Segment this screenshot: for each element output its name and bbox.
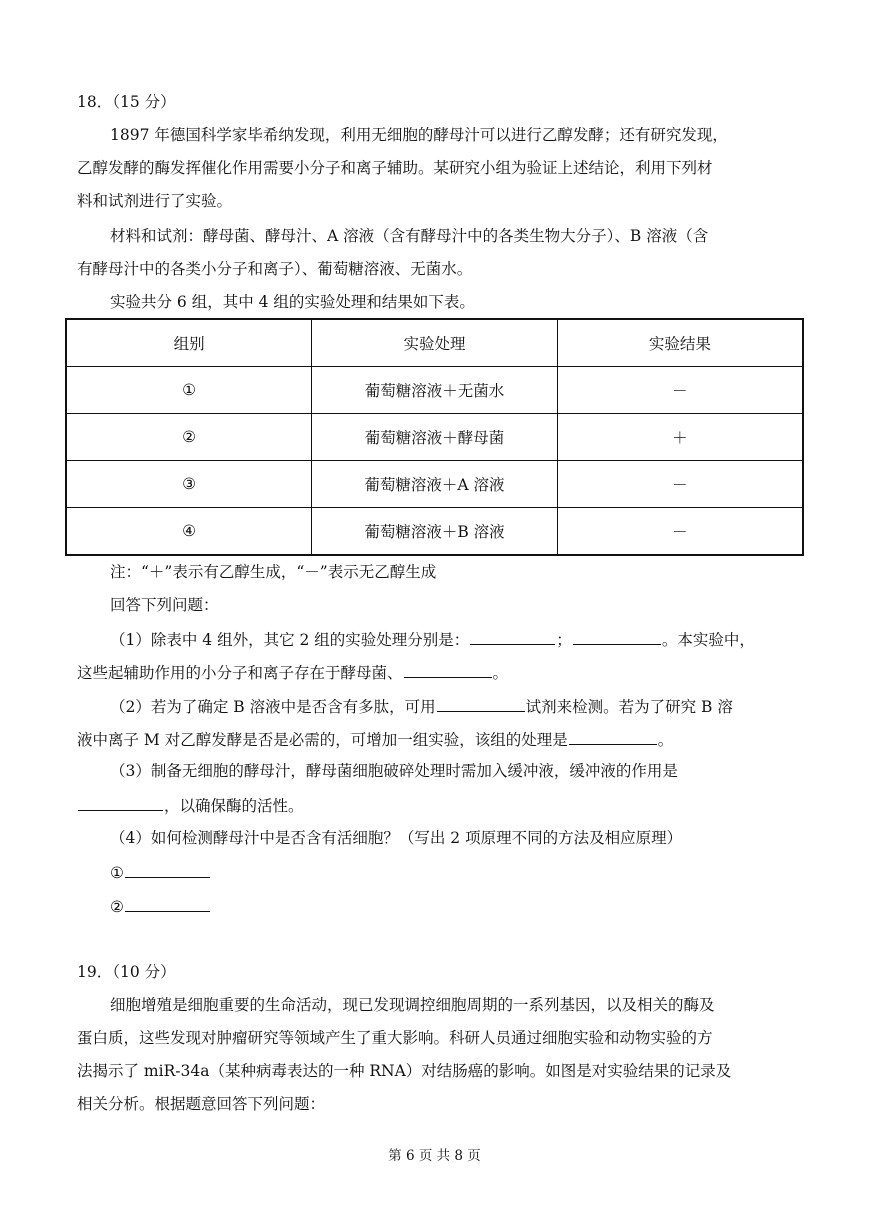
answer-blank[interactable] [569,728,657,745]
table-header-cell: 实验处理 [312,319,558,367]
part-4-line: （4）如何检测酵母汁中是否含有活细胞？（写出 2 项原理不同的方法及相应原理） [110,829,683,847]
part-2-text: 试剂来检测。若为了研究 B 溶 [525,698,733,716]
q18-header: 18．（15 分） [77,93,176,111]
table-cell-treatment: 葡萄糖溶液＋A 溶液 [312,461,558,508]
table-header-cell: 组别 [66,319,312,367]
q18-materials-line-1: 材料和试剂：酵母菌、酵母汁、A 溶液（含有酵母汁中的各类生物大分子）、B 溶液（含 [110,227,709,245]
experiment-table [65,318,804,556]
table-cell-group: ② [66,414,312,461]
table-row [66,414,803,461]
table-cell-result: ＋ [557,414,803,461]
period: 。 [657,731,674,749]
answer-blank[interactable] [125,861,210,878]
table-cell-group: ③ [66,461,312,508]
q19-text-line-4: 相关分析。根据题意回答下列问题： [77,1095,326,1113]
part-1-text: 。本实验中， [661,631,755,649]
table-cell-treatment: 葡萄糖溶液＋B 溶液 [312,508,558,556]
part-1-line-1 [110,628,755,650]
table-cell-treatment: 葡萄糖溶液＋无菌水 [312,367,558,414]
page-footer: 第 6 页 共 8 页 [388,1148,481,1164]
table-cell-treatment: 葡萄糖溶液＋酵母菌 [312,414,558,461]
part-2-line-2 [77,728,673,750]
answer-prompt: 回答下列问题： [110,596,219,614]
answer-blank[interactable] [437,695,525,712]
part-3-line-2 [77,794,304,816]
table-cell-result: － [557,461,803,508]
q19-text-line-1: 细胞增殖是细胞重要的生命活动，现已发现调控细胞周期的一系列基因，以及相关的酶及 [110,996,715,1014]
part-2-text: 液中离子 M 对乙醇发酵是否是必需的，可增加一组实验，该组的处理是 [77,731,568,749]
part-1-line-2 [77,661,508,683]
q18-intro-line-2: 乙醇发酵的酶发挥催化作用需要小分子和离子辅助。某研究小组为验证上述结论，利用下列材 [77,159,713,177]
answer-blank[interactable] [404,661,492,678]
table-cell-result: － [557,508,803,556]
q18-table-intro: 实验共分 6 组，其中 4 组的实验处理和结果如下表。 [110,293,475,311]
part-3-line-1: （3）制备无细胞的酵母汁，酵母菌细胞破碎处理时需加入缓冲液，缓冲液的作用是 [110,762,678,780]
q19-text-line-3: 法揭示了 miR-34a（某种病毒表达的一种 RNA）对结肠癌的影响。如图是对实验结果的记录及 [77,1062,732,1080]
part-2-line-1 [110,695,733,717]
part-4-option-1 [110,861,211,883]
part-1-text: 这些起辅助作用的小分子和离子存在于酵母菌、 [77,664,403,682]
answer-blank[interactable] [573,628,661,645]
option-marker: ① [110,864,124,882]
q18-materials-line-2: 有酵母汁中的各类小分子和离子）、葡萄糖溶液、无菌水。 [77,260,473,278]
part-3-text: ，以确保酶的活性。 [164,797,304,815]
period: 。 [492,664,509,682]
q19-header: 19．（10 分） [77,963,176,981]
table-header-row [66,319,803,367]
separator: ； [556,631,572,649]
table-row [66,367,803,414]
table-note: 注：“＋”表示有乙醇生成，“－”表示无乙醇生成 [110,563,437,581]
table-row [66,508,803,556]
answer-blank[interactable] [125,895,210,912]
part-4-option-2 [110,895,211,917]
option-marker: ② [110,898,124,916]
part-2-text: （2）若为了确定 B 溶液中是否含有多肽，可用 [110,698,436,716]
answer-blank[interactable] [470,628,555,645]
answer-blank[interactable] [78,794,163,811]
table-header-cell: 实验结果 [557,319,803,367]
table-cell-group: ④ [66,508,312,556]
table-row [66,461,803,508]
table-cell-group: ① [66,367,312,414]
table-cell-result: － [557,367,803,414]
part-1-text: （1）除表中 4 组外，其它 2 组的实验处理分别是： [110,631,470,649]
q18-intro-line-1: 1897 年德国科学家毕希纳发现，利用无细胞的酵母汁可以进行乙醇发酵；还有研究发现， [110,126,728,144]
q19-text-line-2: 蛋白质，这些发现对肿瘤研究等领域产生了重大影响。科研人员通过细胞实验和动物实验的方 [77,1029,713,1047]
q18-intro-line-3: 料和试剂进行了实验。 [77,192,233,210]
